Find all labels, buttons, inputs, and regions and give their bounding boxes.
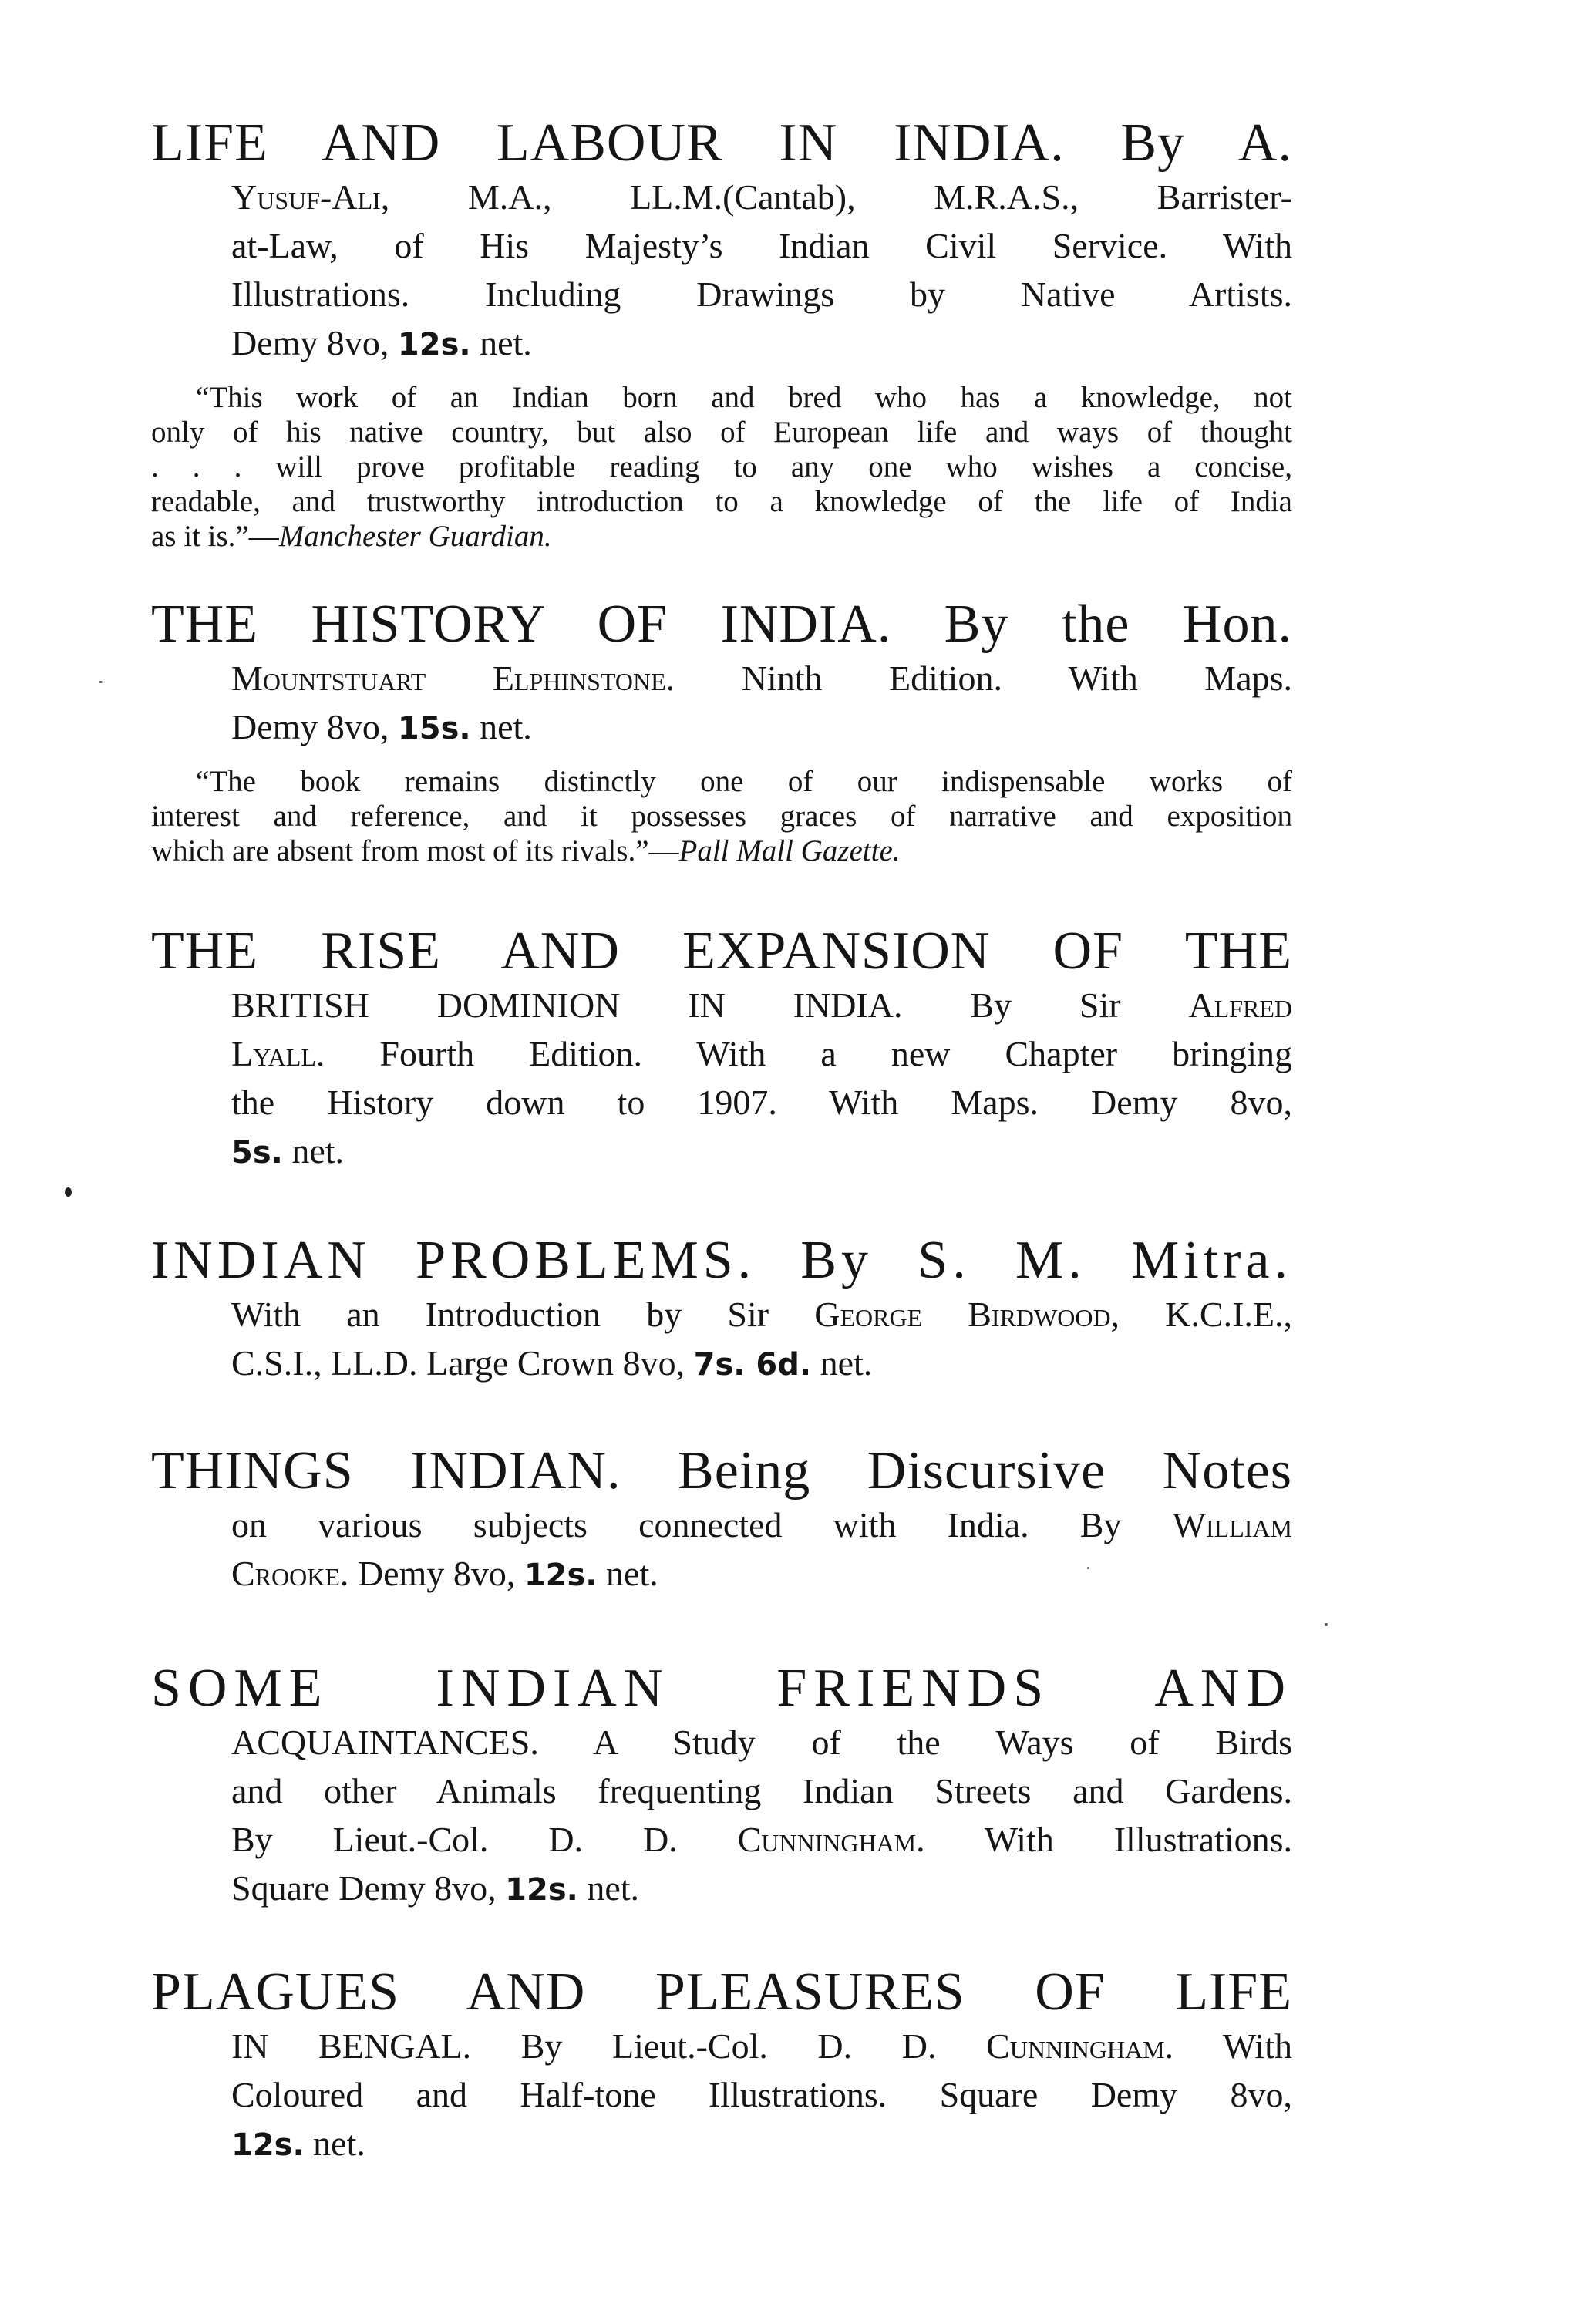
price: 15s. [397,711,471,746]
author-name: Crooke. [231,1554,349,1593]
entry-description: IN BENGAL. By Lieut.-Col. D. D. Cunningham. With Coloured and Half-tone Illustrations. Square Demy 8vo, 12s. net. [231,2026,1292,2163]
entry-indian-problems [151,1231,1292,1389]
entry-description: With an Introduction by Sir George Birdwood, K.C.I.E., C.S.I., LL.D. Large Crown 8vo, 7s. 6d. net. [231,1295,1292,1383]
entry-description: BRITISH DOMINION IN INDIA. By Sir Alfred Lyall. Fourth Edition. With a new Chapter bringing the History down to 1907. With Maps. Demy 8vo, 5s. net. [231,985,1292,1170]
review-quote: “This work of an Indian born and bred who has a knowledge, not only of his native country, but also of European life and ways of thought . . . will prove profitable reading to any one who wishes a concise, readable, and trustworthy introduction to a knowledge of the life of India as it is.”—Manchester Guardian. [151,381,1292,553]
review-source: Pall Mall Gazette. [678,834,901,867]
entry-rise-and-expansion [151,922,1292,1177]
entry-title: THINGS INDIAN. Being Discursive Notes [151,1441,1292,1501]
author-name: Cunningham. [737,1820,925,1859]
entry-description: Yusuf-Ali, M.A., LL.M.(Cantab), M.R.A.S., Barrister- at-Law, of His Majesty’s Indian Civil Service. With Illustrations. Including Drawings by Native Artists. Demy 8vo, 12s. net. [231,177,1292,362]
entry-some-indian-friends [151,1659,1292,1915]
author-name: William [1172,1505,1292,1544]
scan-speck [99,681,103,683]
author-name: George Birdwood, [814,1295,1120,1334]
entry-title: INDIAN PROBLEMS. By S. M. Mitra. [151,1231,1292,1290]
entry-description: ACQUAINTANCES. A Study of the Ways of Birds and other Animals frequenting Indian Streets and Gardens. By Lieut.-Col. D. D. Cunningham. With Illustrations. Square Demy 8vo, 12s. net. [231,1723,1292,1908]
entry-title: THE RISE AND EXPANSION OF THE [151,921,1292,981]
entry-things-indian [151,1442,1292,1600]
entry-plagues-and-pleasures [151,1963,1292,2170]
review-quote: “The book remains distinctly one of our indispensable works of interest and reference, and it possesses graces of narrative and exposition which are absent from most of its rivals.”—Pall Mall Gazette. [151,765,1292,867]
entry-title: SOME INDIAN FRIENDS AND [151,1659,1292,1718]
entry-description: on various subjects connected with India. By William Crooke. Demy 8vo, 12s. net. [231,1505,1292,1593]
price: 7s. 6d. [693,1347,812,1383]
price: 12s. [231,2127,305,2163]
price: 12s. [505,1872,578,1908]
price: 12s. [524,1558,598,1593]
entry-history-of-india [151,595,1292,868]
author-name: Lyall. [231,1034,325,1073]
author-name: Cunningham. [986,2026,1174,2066]
author-name: Alfred [1188,985,1292,1025]
review-source: Manchester Guardian. [278,520,552,553]
entry-life-and-labour [151,114,1292,554]
author-name: Yusuf-Ali, [231,177,390,217]
scan-speck [65,1187,72,1197]
scan-speck [1325,1623,1328,1626]
entry-title: THE HISTORY OF INDIA. By the Hon. [151,594,1292,654]
author-name: Mountstuart Elphinstone. [231,658,675,698]
entry-title: PLAGUES AND PLEASURES OF LIFE [151,1962,1292,2022]
price: 12s. [397,327,471,362]
scan-speck [1087,1567,1089,1569]
price: 5s. [231,1135,283,1170]
entry-description: Mountstuart Elphinstone. Ninth Edition. With Maps. Demy 8vo, 15s. net. [231,658,1293,746]
entry-title: LIFE AND LABOUR IN INDIA. By A. [151,113,1292,173]
